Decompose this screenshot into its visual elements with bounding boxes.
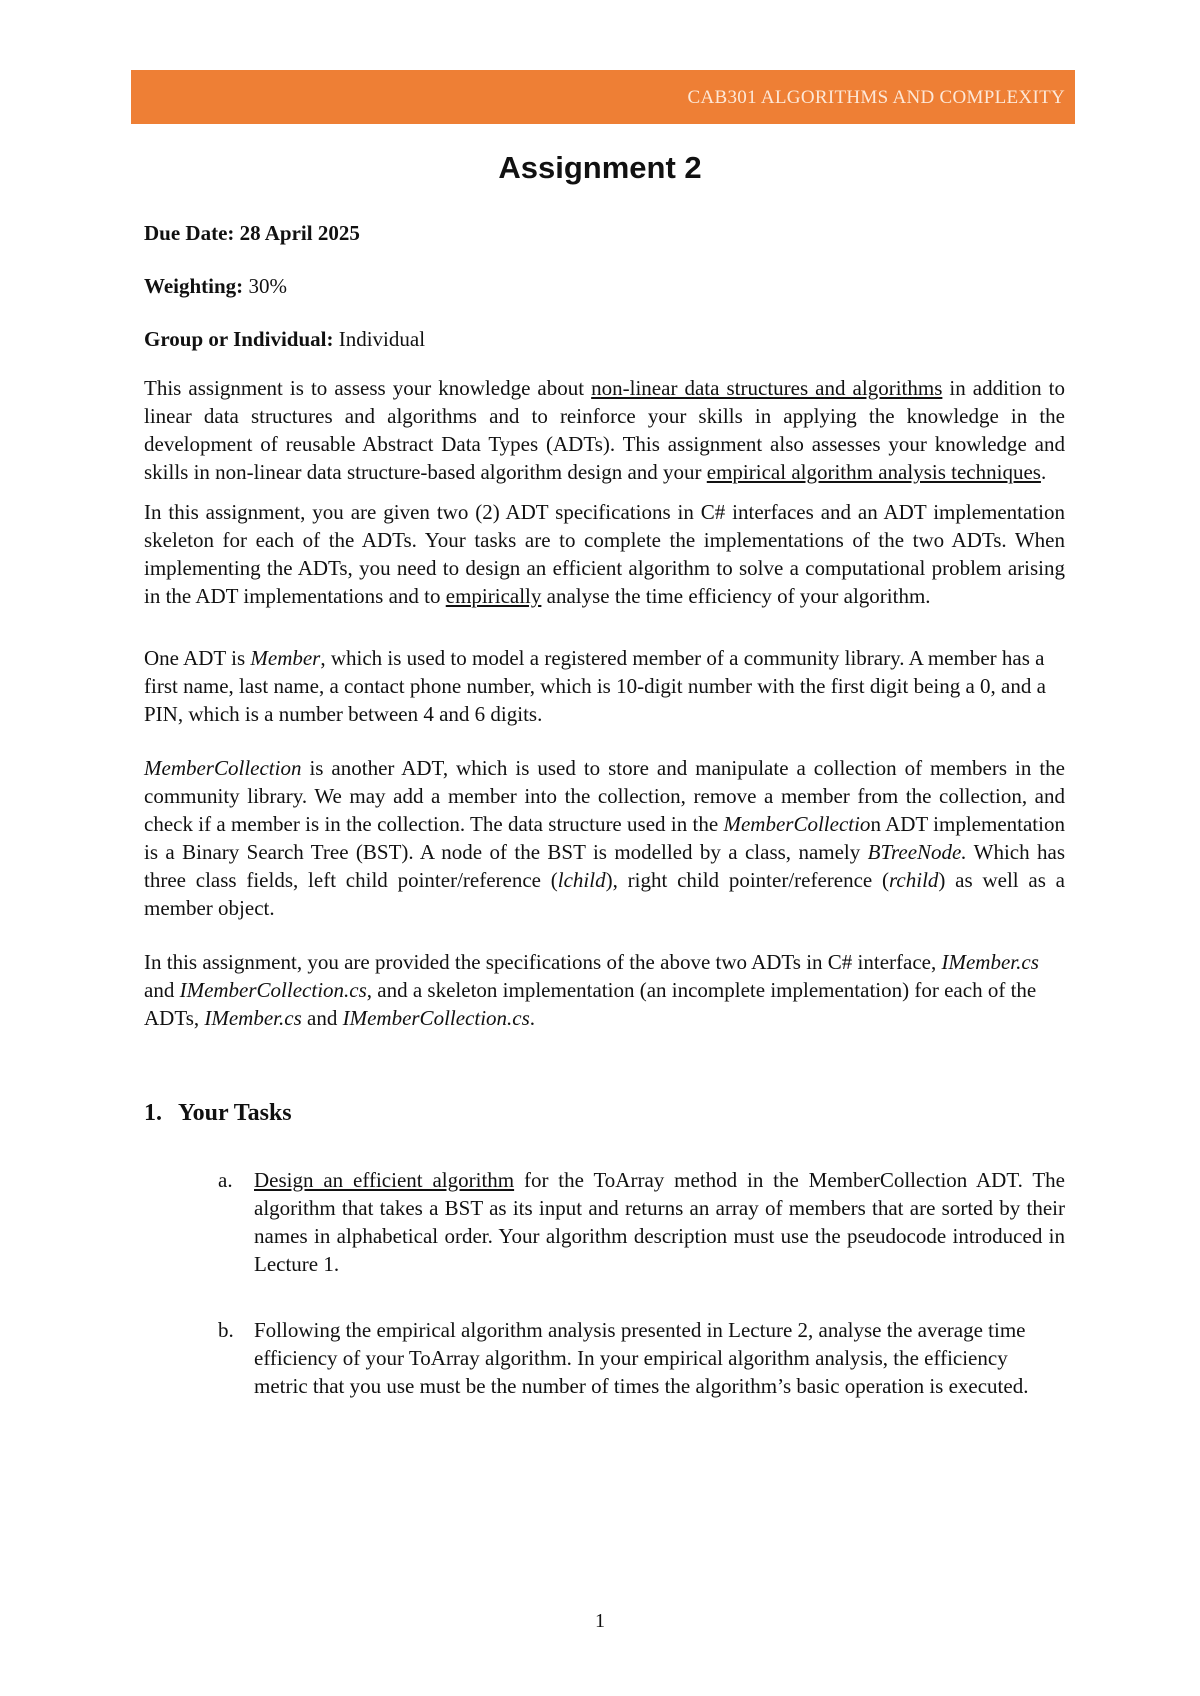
course-header: CAB301 ALGORITHMS AND COMPLEXITY bbox=[687, 87, 1065, 108]
due-date: Due Date: 28 April 2025 bbox=[144, 221, 360, 245]
paragraph-member-adt: One ADT is Member, which is used to model a registered member of a community library. A member has a first name, last name, a contact phone number, which is 10-digit number with the first digit being a 0, and a PIN, which is a number between 4 and 6 digits. bbox=[144, 646, 1046, 726]
group-or-individual: Group or Individual: Individual bbox=[144, 327, 426, 351]
page-title: Assignment 2 bbox=[498, 150, 702, 185]
weighting: Weighting: 30% bbox=[144, 274, 287, 298]
paragraph-purpose: This assignment is to assess your knowledge about non-linear data structures and algorithms in addition to linear data structures and algorithms and to reinforce your skills in applying the knowledge in the development of reusable Abstract Data Types (ADTs). This assignment also assesses your knowledge and skills in non-linear data structure-based algorithm design and your empirical algorithm analysis techniques. bbox=[144, 376, 1065, 484]
paragraph-provided-files: In this assignment, you are provided the specifications of the above two ADTs in C# interface, IMember.cs and IMemberCollection.cs, and a skeleton implementation (an incomplete implementation) for each of the ADTs, IMember.cs and IMemberCollection.cs. bbox=[144, 950, 1039, 1030]
paragraph-overview: In this assignment, you are given two (2) ADT specifications in C# interfaces and an ADT implementation skeleton for each of the ADTs. Your tasks are to complete the implementations of the two ADTs. When implementing the ADTs, you need to design an efficient algorithm to solve a computational problem arising in the ADT implementations and to empirically analyse the time efficiency of your algorithm. bbox=[144, 500, 1065, 608]
task-a: a. Design an efficient algorithm for the ToArray method in the MemberCollection ADT. The algorithm that takes a BST as its input and returns an array of members that are sorted by their names in alphabetical order. Your algorithm description must use the pseudocode introduced in Lecture 1. bbox=[218, 1168, 1065, 1276]
task-b: b. Following the empirical algorithm analysis presented in Lecture 2, analyse the average time efficiency of your ToArray algorithm. In your empirical algorithm analysis, the efficiency metric that you use must be the number of times the algorithm’s basic operation is executed. bbox=[218, 1318, 1029, 1398]
page-number: 1 bbox=[595, 1610, 605, 1632]
paragraph-membercollection-adt: MemberCollection is another ADT, which is used to store and manipulate a collection of members in the community library. We may add a member into the collection, remove a member from the collection, and check if a member is in the collection. The data structure used in the MemberCollection ADT implementation is a Binary Search Tree (BST). A node of the BST is modelled by a class, namely BTreeNode. Which has three class fields, left child pointer/reference (lchild), right child pointer/reference (rchild) as well as a member object. bbox=[144, 756, 1065, 920]
document-body bbox=[144, 220, 1065, 1400]
header-band bbox=[131, 70, 1075, 124]
section-heading-tasks: 1. Your Tasks bbox=[144, 1100, 292, 1126]
